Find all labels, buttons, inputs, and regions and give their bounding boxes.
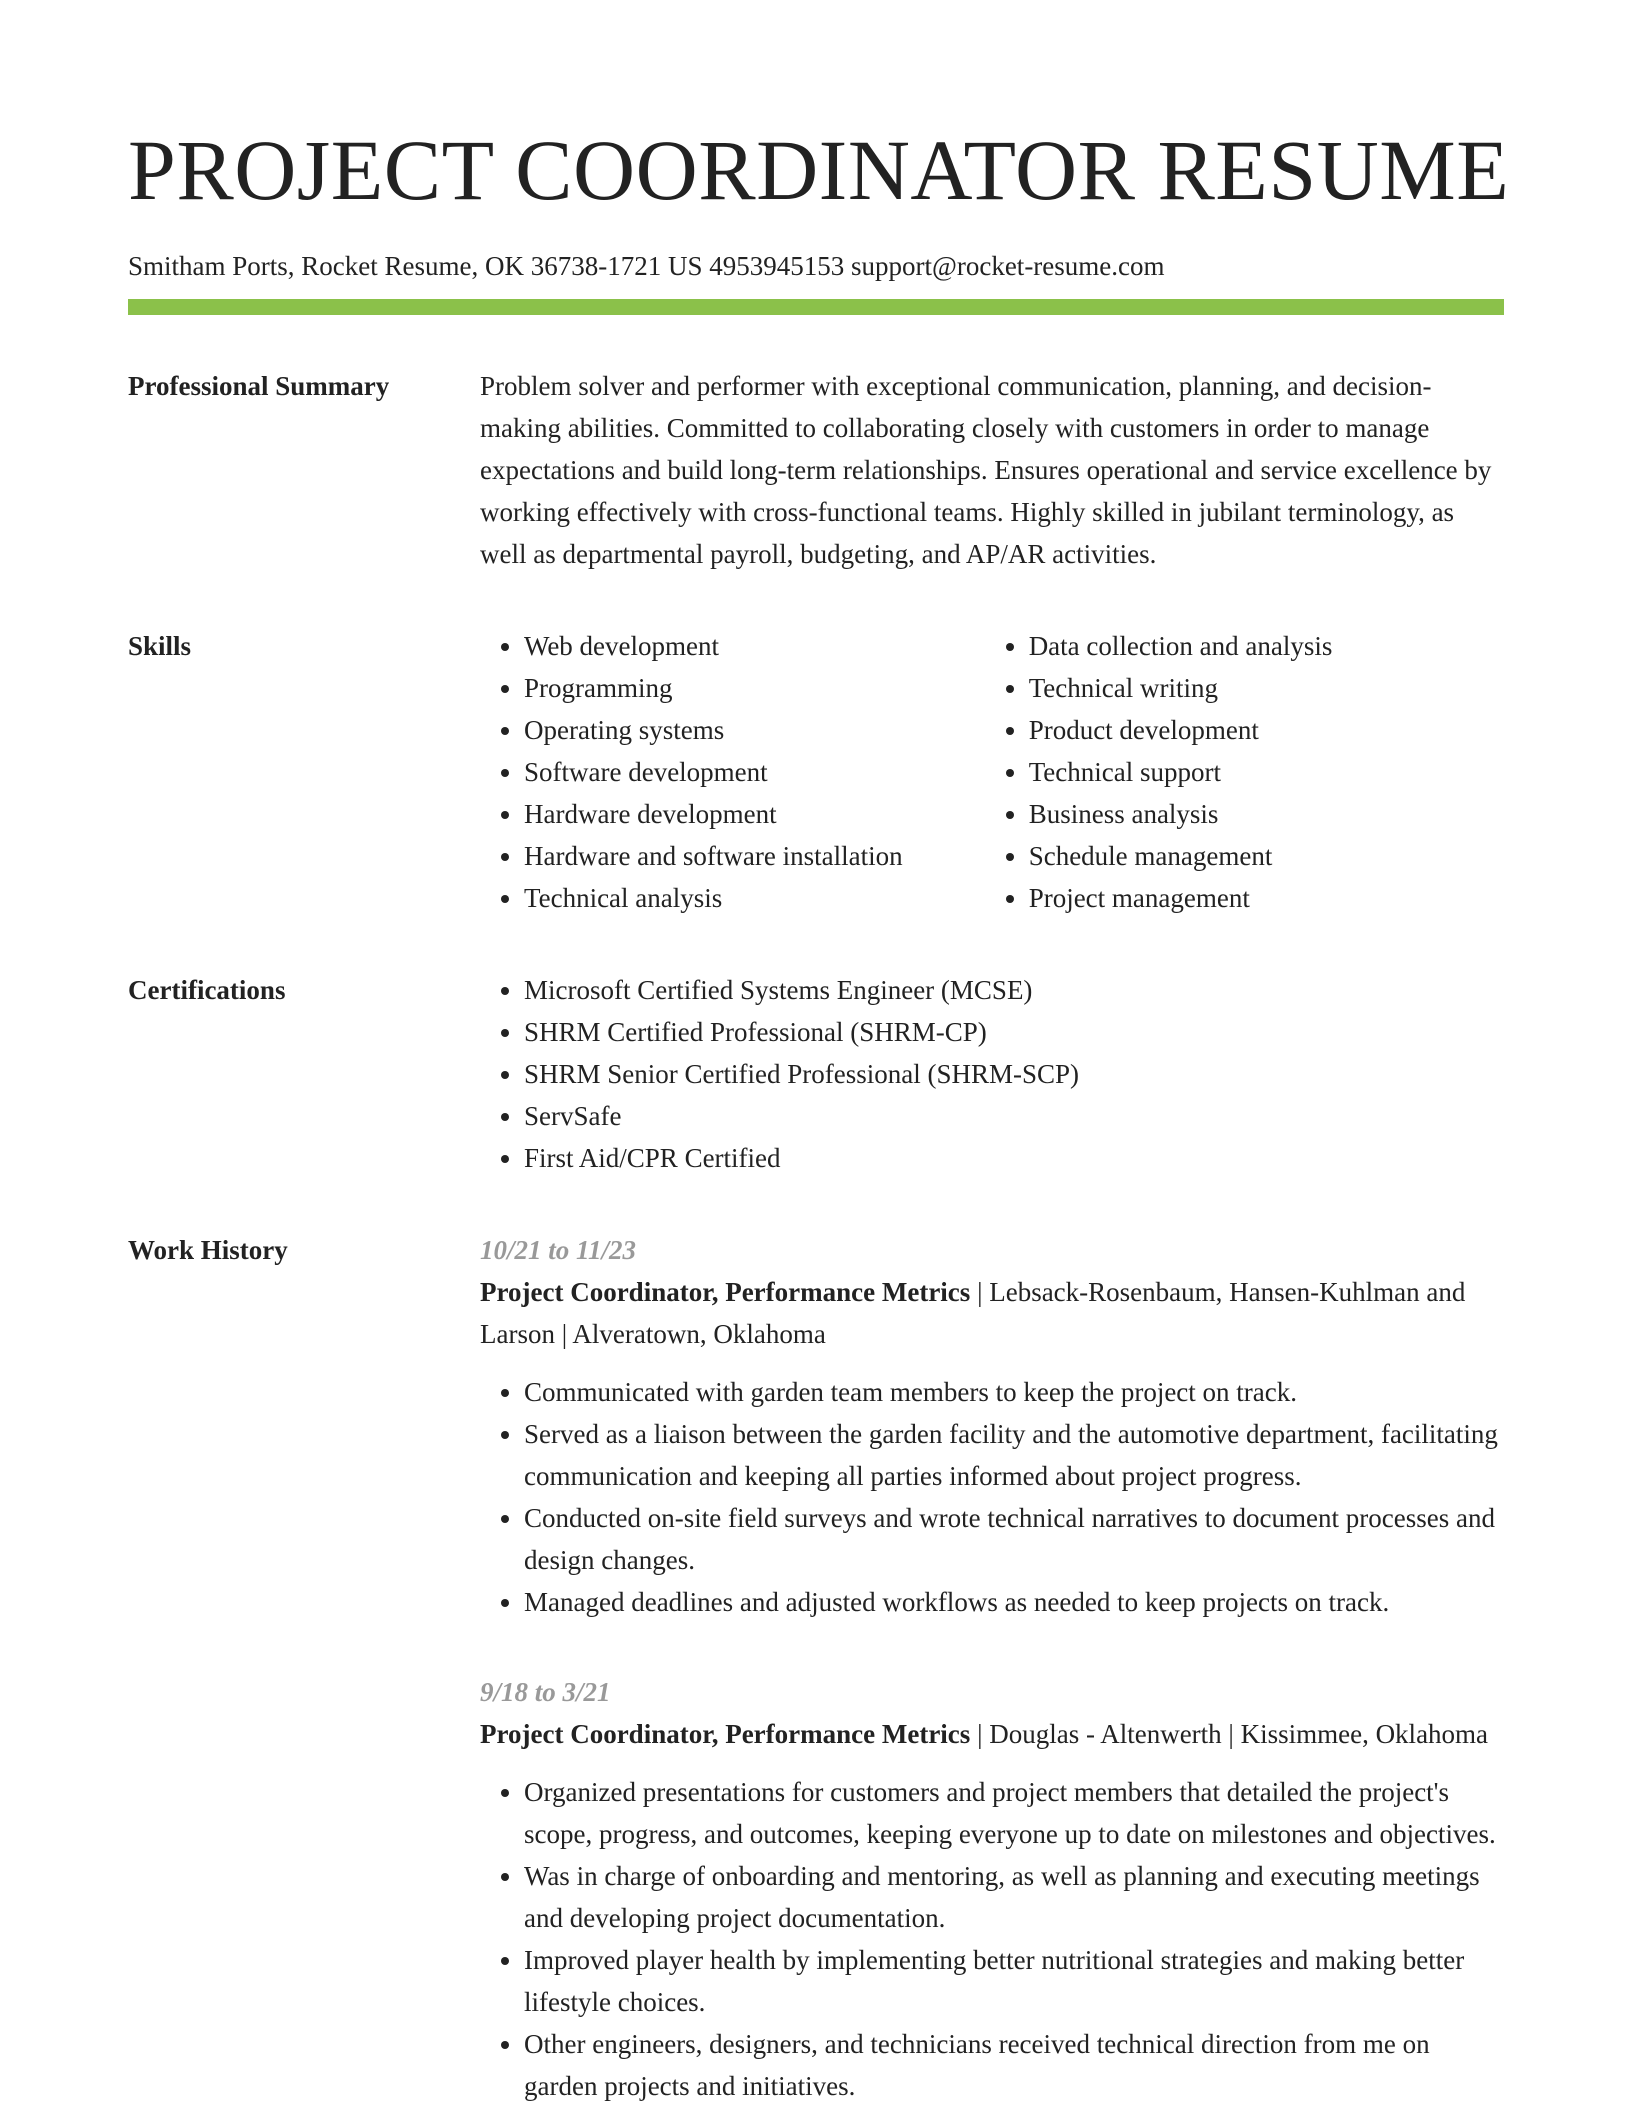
- job-entry: [480, 1671, 1504, 2107]
- skill-item: • Operating systems: [524, 709, 985, 751]
- job-date: 9/18 to 3/21: [480, 1677, 611, 1707]
- job-bullet: • Was in charge of onboarding and mentoring, as well as planning and executing meetings and developing project documentation.: [524, 1855, 1504, 1939]
- section-label-summary: Professional Summary: [128, 371, 390, 401]
- job-role: Project Coordinator, Performance Metrics: [480, 1277, 971, 1307]
- section-label-certifications: Certifications: [128, 975, 286, 1005]
- skill-item: • Technical support: [1029, 751, 1504, 793]
- job-details: | Douglas - Altenwerth | Kissimmee, Oklahoma: [970, 1719, 1489, 1749]
- skill-item: • Technical analysis: [524, 877, 985, 919]
- skill-item: • Data collection and analysis: [1029, 625, 1504, 667]
- job-bullets: [480, 1771, 1504, 2107]
- certifications-list: [480, 969, 1504, 1179]
- job-bullet: • Organized presentations for customers and project members that detailed the project's scope, progress, and outcomes, keeping everyone up to date on milestones and objectives.: [524, 1771, 1504, 1855]
- certification-item: • First Aid/CPR Certified: [524, 1137, 1504, 1179]
- skill-item: • Schedule management: [1029, 835, 1504, 877]
- certification-item: • Microsoft Certified Systems Engineer (MCSE): [524, 969, 1504, 1011]
- section-label-skills: Skills: [128, 631, 192, 661]
- job-bullet: • Managed deadlines and adjusted workflows as needed to keep projects on track.: [524, 1581, 1504, 1623]
- skill-item: • Business analysis: [1029, 793, 1504, 835]
- job-bullet: • Served as a liaison between the garden facility and the automotive department, facilitating communication and keeping all parties informed about project progress.: [524, 1413, 1504, 1497]
- job-date: 10/21 to 11/23: [480, 1235, 637, 1265]
- job-bullet: • Improved player health by implementing better nutritional strategies and making better lifestyle choices.: [524, 1939, 1504, 2023]
- section-label-work-history: Work History: [128, 1235, 288, 1265]
- job-details: | Lebsack-Rosenbaum, Hansen-Kuhlman and Larson | Alveratown, Oklahoma: [480, 1277, 1466, 1349]
- certifications-section: [128, 969, 1504, 1179]
- job-role: Project Coordinator, Performance Metrics: [480, 1719, 971, 1749]
- summary-section: [128, 365, 1504, 575]
- job-bullets: [480, 1371, 1504, 1623]
- summary-text: Problem solver and performer with exceptional communication, planning, and decision-making abilities. Committed to collaborating closely with customers in order to manage expectations and build long-term relationships. Ensures operational and service excellence by working effectively with cross-functional teams. Highly skilled in jubilant terminology, as well as departmental payroll, budgeting, and AP/AR activities.: [480, 371, 1492, 569]
- job-bullet: • Other engineers, designers, and technicians received technical direction from me on garden projects and initiatives.: [524, 2023, 1504, 2107]
- work-history-section: [128, 1229, 1504, 2107]
- certification-item: • SHRM Certified Professional (SHRM-CP): [524, 1011, 1504, 1053]
- job-heading: [480, 1271, 1504, 1355]
- skill-item: • Product development: [1029, 709, 1504, 751]
- certification-item: • ServSafe: [524, 1095, 1504, 1137]
- resume-page: [128, 120, 1510, 2107]
- job-bullet: • Conducted on-site field surveys and wrote technical narratives to document processes and design changes.: [524, 1497, 1504, 1581]
- contact-line: Smitham Ports, Rocket Resume, OK 36738-1721 US 4953945153 support@rocket-resume.com: [128, 251, 1165, 281]
- skills-list-right: [985, 625, 1504, 919]
- skill-item: • Programming: [524, 667, 985, 709]
- job-bullet: • Communicated with garden team members to keep the project on track.: [524, 1371, 1504, 1413]
- job-entry: [480, 1229, 1504, 1623]
- skill-item: • Software development: [524, 751, 985, 793]
- skill-item: • Hardware and software installation: [524, 835, 985, 877]
- skill-item: • Technical writing: [1029, 667, 1504, 709]
- accent-divider: [128, 299, 1504, 315]
- certification-item: • SHRM Senior Certified Professional (SHRM-SCP): [524, 1053, 1504, 1095]
- skills-section: [128, 625, 1504, 919]
- resume-title: PROJECT COORDINATOR RESUME: [128, 122, 1510, 218]
- skill-item: • Project management: [1029, 877, 1504, 919]
- job-heading: [480, 1713, 1504, 1755]
- skill-item: • Web development: [524, 625, 985, 667]
- skills-list-left: [480, 625, 985, 919]
- skill-item: • Hardware development: [524, 793, 985, 835]
